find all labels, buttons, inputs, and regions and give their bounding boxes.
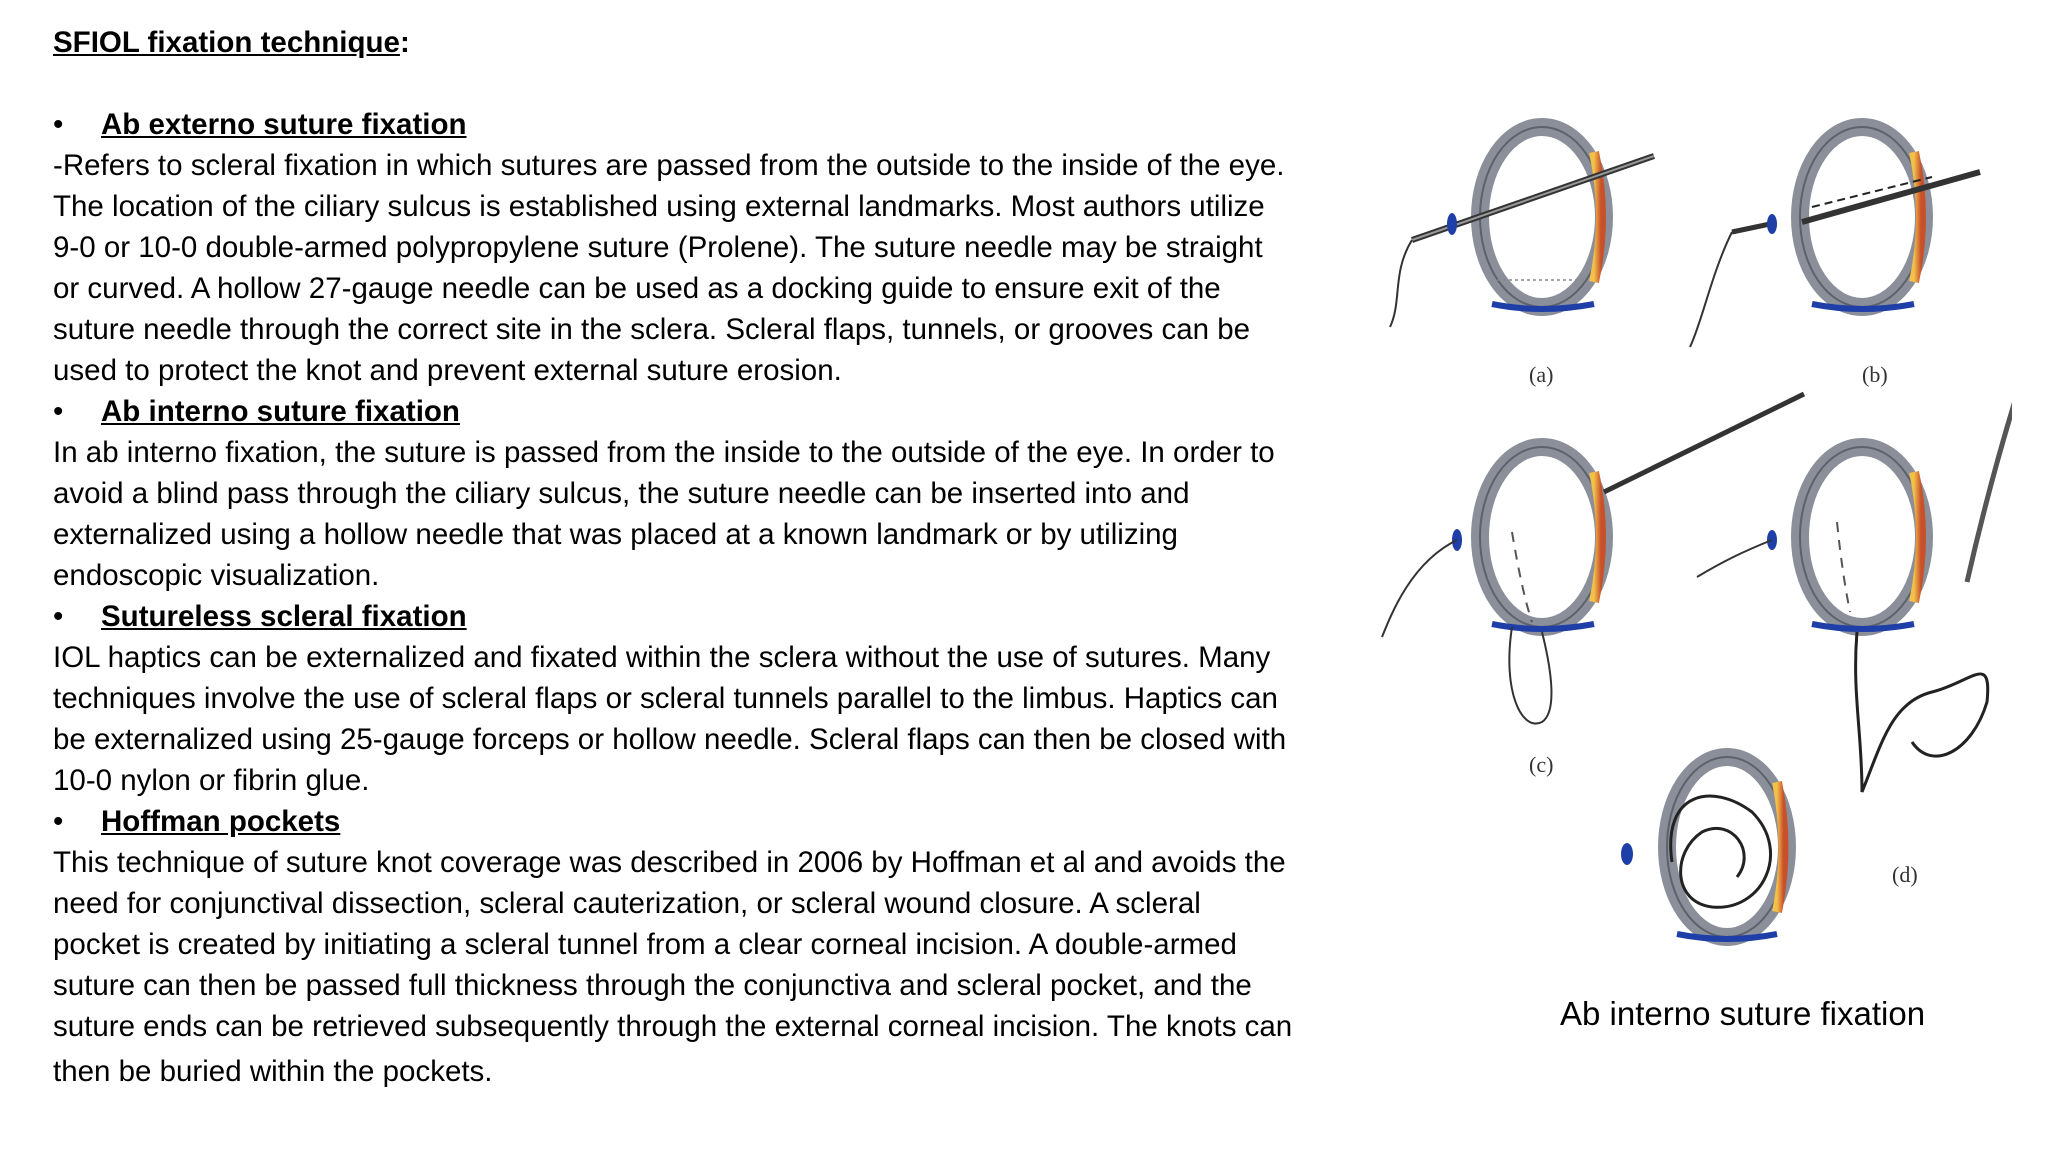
eye-diagram-e [1621, 757, 1787, 939]
text-line: The location of the ciliary sulcus is established using external landmarks. Most authors utilize [53, 190, 1265, 223]
section-heading-text: Hoffman pockets [101, 805, 341, 838]
text-line: In ab interno fixation, the suture is passed from the inside to the outside of the eye. In order to [53, 436, 1275, 469]
eye-diagram-a [1390, 127, 1654, 387]
text-line: pocket is created by initiating a scleral tunnel from a clear corneal incision. A double-armed [53, 928, 1237, 961]
text-line: need for conjunctival dissection, scleral cauterization, or scleral wound closure. A scleral [53, 887, 1201, 920]
text-line: suture ends can be retrieved subsequently through the external corneal incision. The knots can [53, 1010, 1293, 1043]
text-line: This technique of suture knot coverage was described in 2006 by Hoffman et al and avoids the [53, 846, 1286, 879]
text-line: used to protect the knot and prevent external suture erosion. [53, 354, 842, 387]
section-body-hoffman [53, 842, 1383, 1092]
bullet-dot: • [53, 600, 64, 633]
text-line: -Refers to scleral fixation in which sutures are passed from the outside to the inside of the eye. [53, 149, 1285, 182]
figure-label-b: (b) [1862, 362, 1888, 387]
text-column [53, 22, 1383, 1092]
text-line: externalized using a hollow needle that was placed at a known landmark or by utilizing [53, 518, 1178, 551]
figure-label-d: (d) [1892, 862, 1918, 887]
eye-diagram-d [1697, 372, 2012, 887]
section-heading-text: Ab interno suture fixation [101, 395, 460, 428]
page-title: SFIOL fixation technique [53, 26, 400, 59]
text-line: avoid a blind pass through the ciliary sulcus, the suture needle can be inserted into and [53, 477, 1190, 510]
figure-label-a: (a) [1529, 362, 1554, 387]
section-heading-sutureless [53, 596, 1383, 637]
text-line: IOL haptics can be externalized and fixated within the sclera without the use of sutures. Many [53, 641, 1271, 674]
text-line: 9-0 or 10-0 double-armed polypropylene suture (Prolene). The suture needle may be straight [53, 231, 1263, 264]
page-title-row [53, 22, 1383, 63]
text-line: endoscopic visualization. [53, 559, 380, 592]
section-heading-hoffman [53, 801, 1383, 842]
section-heading-ab-interno [53, 391, 1383, 432]
text-line: techniques involve the use of scleral flaps or scleral tunnels parallel to the limbus. Haptics can [53, 682, 1278, 715]
figure-svg [1372, 92, 2012, 1152]
text-line: or curved. A hollow 27-gauge needle can be used as a docking guide to ensure exit of the [53, 272, 1221, 305]
section-body-ab-externo [53, 145, 1383, 391]
text-line: suture can then be passed full thickness through the conjunctiva and scleral pocket, and the [53, 969, 1252, 1002]
section-heading-ab-externo [53, 104, 1383, 145]
text-line: then be buried within the pockets. [53, 1055, 493, 1088]
section-body-sutureless [53, 637, 1383, 801]
bullet-dot: • [53, 108, 64, 141]
text-line: be externalized using 25-gauge forceps or hollow needle. Scleral flaps can then be closed with [53, 723, 1287, 756]
section-heading-text: Ab externo suture fixation [101, 108, 467, 141]
section-heading-text: Sutureless scleral fixation [101, 600, 467, 633]
figure-label-c: (c) [1529, 752, 1554, 777]
text-line: 10-0 nylon or fibrin glue. [53, 764, 370, 797]
section-body-ab-interno [53, 432, 1383, 596]
figure-caption: Ab interno suture fixation [1560, 995, 1926, 1032]
eye-diagram-c [1382, 394, 1804, 777]
spacer [53, 63, 1383, 104]
bullet-dot: • [53, 395, 64, 428]
text-line: suture needle through the correct site in the sclera. Scleral flaps, tunnels, or grooves can be [53, 313, 1251, 346]
suture-fixation-figure [1372, 92, 2012, 1152]
bullet-dot: • [53, 805, 64, 838]
page-title-colon: : [399, 26, 410, 59]
eye-diagram-b [1690, 127, 1980, 387]
